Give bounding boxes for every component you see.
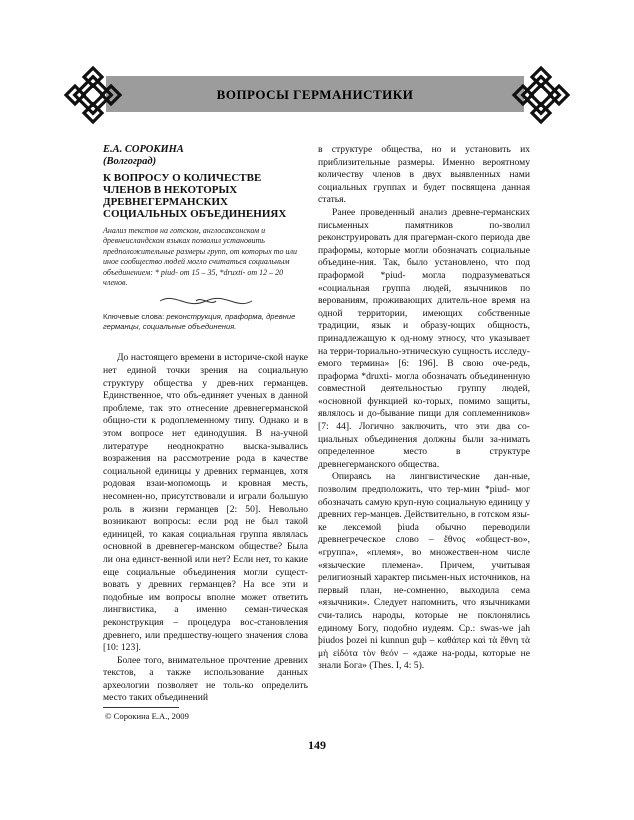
paragraph: Опираясь на лингвистические дан-ные, позволим предположить, что тер-мин *piud- мог обозначать самую круп-ную социальную единицу у древних гер-манцев. Действительно, в готском язы-ке лексемой þiuda обычно переводили древнегреческое слово – ἔθνος «общест-во», «группа», «племя», во множествен-ном числе «языческие племена». Причем, учитывая религиозный характер письмен-ных источников, на первый план, не-сомненно, выходила сема «язычники». Следует напомнить, что язычниками счи-тались народы, которые не поклонялись единому Богу, подобно иудеям. Ср.: swas-we jah þiudos þozei ni kunnun guþ – καθάπερ καὶ τὰ ἔθνη τὰ μὴ εἰδότα τὸν θεόν – «даже на-роды, которые не знали Бога» (Thes. I, 4: 5). bbox=[318, 471, 530, 672]
article-author: Е.А. СОРОКИНА bbox=[103, 144, 184, 155]
keywords bbox=[103, 312, 308, 332]
keywords-label: Ключевые слова: bbox=[103, 312, 165, 322]
article-city: (Волгоград) bbox=[103, 156, 157, 167]
paragraph: До настоящего времени в историче-ской науке нет единой точки зрения на социальную структуру общества у древ-них германцев. Единственное, что объ-единяет ученых в данной проблеме, так это отнесение древнегерманской общно-сти к родоплеменному типу. Однако и в этом вопросе нет единодушия. В на-учной литературе неоднократно выска-зывались возражения на рассмотрение рода в качестве социальной единицы у древних германцев, хотя родовая взаи-мопомощь и кровная месть, несомнен-но, присутствовали и играли большую роль в жизни германцев [2: 50]. Невольно возникают вопросы: если род не был такой единицей, то какая социальная группа являлась основной в древнегер-манском обществе? Была ли она единст-венной или нет? Если нет, то какие еще социальные объединения могли сущест-вовать у древних германцев? На все эти и подобные им вопросы вполне может ответить лингвистика, а именно семан-тическая реконструкция – процедура вос-становления древнего, или предшеству-ющего значения слова [10: 123]. bbox=[103, 352, 308, 654]
keywords-text: реконструкция, праформа, древние германцы, социальные объединения. bbox=[103, 312, 296, 332]
article-title: К ВОПРОСУ О КОЛИЧЕСТВЕ ЧЛЕНОВ В НЕКОТОРЫХ ДРЕВНЕГЕРМАНСКИХ СОЦИАЛЬНЫХ ОБЪЕДИНЕНИЯХ bbox=[103, 172, 287, 220]
left-body-text bbox=[103, 352, 308, 705]
copyright-footnote: © Сорокина Е.А., 2009 bbox=[105, 711, 189, 721]
left-column bbox=[103, 144, 308, 705]
section-title: ВОПРОСЫ ГЕРМАНИСТИКИ bbox=[216, 87, 414, 102]
paragraph: Более того, внимательное прочтение древних текстов, а также использование данных археологии позволяет не толь-ко определить место таких объединений bbox=[103, 654, 308, 704]
paragraph: в структуре общества, но и установить их приблизительные размеры. Именно вероятному количеству членов в двух выявленных нами социальных группах и будет посвящена данная статья. bbox=[318, 144, 530, 206]
footnote-rule bbox=[103, 707, 179, 708]
paragraph: Ранее проведенный анализ древне-германских письменных памятников по-зволил реконструировать для прагерман-ского периода две праформы, которые могли обозначать социальные объедине-ния. Так, было установлено, что под праформой *piud- могла подразумеваться «социальная группа людей, язычников по верованиям, проживающих длитель-ное время на одной территории, имеющих собственные традиции, язык и образу-ющих общность, принадлежащую к од-ному этносу, что указывает на терри-ториально-этническую сущность исследу-емого термина» [6: 196]. В свою оче-редь, праформа *druxti- могла обозначать объединенную совместной деятельностью группу людей, «основной функцией ко-торых, помимо защиты, являлось и до-бывание пищи для соплеменников» [7: 44]. Логично заключить, что эти два со-циальных объединения должны были за-нимать определенное место в структуре древнегерманского общества. bbox=[318, 206, 530, 470]
page-number: 149 bbox=[308, 738, 326, 752]
divider-ornament-icon bbox=[156, 294, 256, 308]
right-column bbox=[318, 144, 530, 673]
article-abstract: Анализ текстов на готском, англосаксонском и древнеисландском языках позволил установить предположительные размеры групп, от которых то или иное сообщество людей могло считаться социальным объединением: * piud- от 15 – 35, *druxti- от 12 – 20 членов. bbox=[103, 226, 298, 288]
